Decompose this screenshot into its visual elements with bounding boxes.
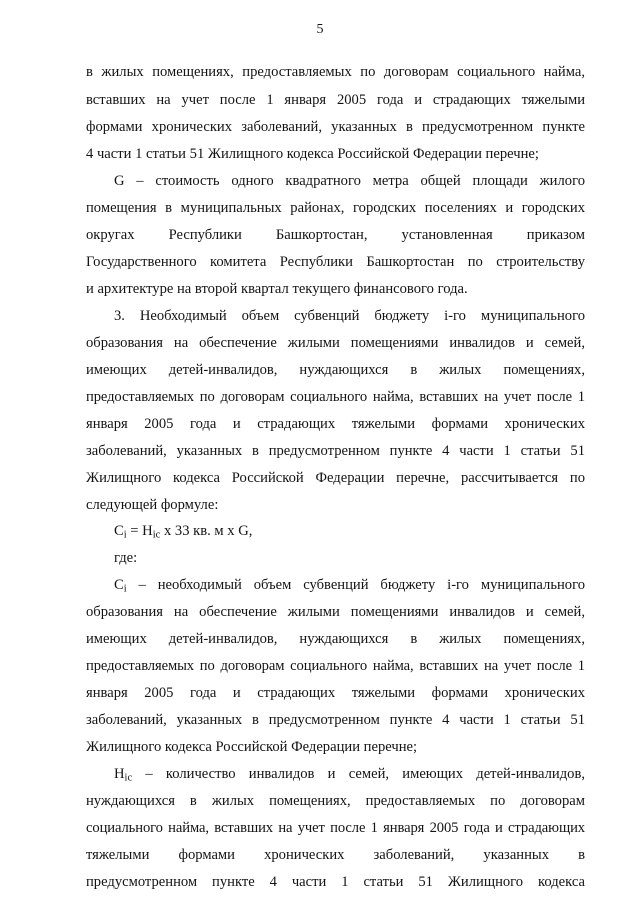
definition-ci <box>114 575 585 595</box>
text-line: заболеваний, указанных в предусмотренном пункте 4 части 1 статьи 51 <box>86 443 585 459</box>
text-line: и архитектуре на второй квартал текущего финансового года. <box>86 281 468 297</box>
formula-h-subscript: ic <box>152 529 161 541</box>
formula-lhs-subscript: i <box>123 529 127 541</box>
definition-symbol: C <box>114 577 124 593</box>
page-number: 5 <box>316 22 324 37</box>
text-line: тяжелыми формами хронических заболеваний, указанных в <box>86 847 585 863</box>
text-line: 4 части 1 статьи 51 Жилищного кодекса Российской Федерации перечне; <box>86 146 539 162</box>
definition-symbol: H <box>114 766 125 782</box>
text-line: образования на обеспечение жилыми помещениями инвалидов и семей, <box>86 604 585 620</box>
text-line: заболеваний, указанных в предусмотренном пункте 4 части 1 статьи 51 <box>86 712 585 728</box>
text-line: Жилищного кодекса Российской Федерации перечне; <box>86 739 418 755</box>
definition-hic <box>114 764 585 784</box>
text-line: Государственного комитета Республики Башкортостан по строительству <box>86 254 585 270</box>
text-line: января 2005 года и страдающих тяжелыми формами хронических <box>86 685 585 701</box>
text-line: Жилищного кодекса Российской Федерации перечне, рассчитывается по <box>86 470 585 486</box>
definition-subscript: ic <box>124 772 133 784</box>
text-line: предусмотренном пункте 4 части 1 статьи 51 Жилищного кодекса <box>86 874 585 890</box>
text-line: образования на обеспечение жилыми помещениями инвалидов и семей, <box>86 335 585 351</box>
text-line: предоставляемых по договорам социального найма, вставших на учет после 1 <box>86 389 585 405</box>
text-line: округах Республики Башкортостан, установленная приказом <box>86 227 585 243</box>
formula-eq: = H <box>126 523 153 539</box>
text-line: следующей формуле: <box>86 497 219 513</box>
text-line: формами хронических заболеваний, указанных в предусмотренном пункте <box>86 119 585 135</box>
definition-text: – количество инвалидов и семей, имеющих детей-инвалидов, <box>132 766 585 782</box>
text-line: имеющих детей-инвалидов, нуждающихся в жилых помещениях, <box>86 631 585 647</box>
formula-rest: x 33 кв. м x G, <box>160 523 253 539</box>
text-line: предоставляемых по договорам социального найма, вставших на учет после 1 <box>86 658 585 674</box>
text-line: вставших на учет после 1 января 2005 года и страдающих тяжелыми <box>86 92 585 108</box>
text-line: социального найма, вставших на учет после 1 января 2005 года и страдающих <box>86 820 585 836</box>
formula-lhs: C <box>114 523 124 539</box>
text-line: января 2005 года и страдающих тяжелыми формами хронических <box>86 416 585 432</box>
formula <box>114 521 585 541</box>
text-line: помещения в муниципальных районах, городских поселениях и городских <box>86 200 585 216</box>
text-line: 3. Необходимый объем субвенций бюджету i-го муниципального <box>114 308 585 324</box>
definition-subscript: i <box>123 583 127 595</box>
text-line: имеющих детей-инвалидов, нуждающихся в жилых помещениях, <box>86 362 585 378</box>
text-line: нуждающихся в жилых помещениях, предоставляемых по договорам <box>86 793 585 809</box>
definition-text: – необходимый объем субвенций бюджету i-го муниципального <box>126 577 585 593</box>
text-line: G – стоимость одного квадратного метра общей площади жилого <box>114 173 585 189</box>
text-line: в жилых помещениях, предоставляемых по договорам социального найма, <box>86 64 585 80</box>
text-line: где: <box>114 550 138 566</box>
